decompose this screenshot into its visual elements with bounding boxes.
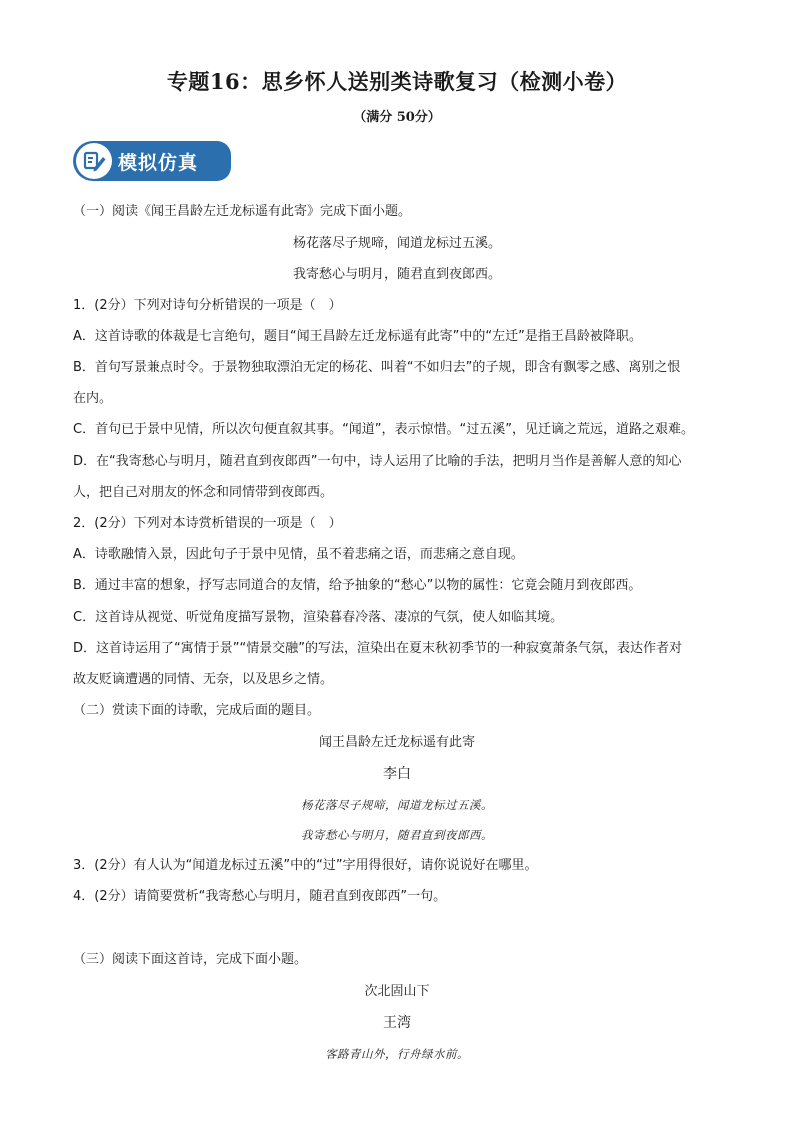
section-3-heading: （三）阅读下面这首诗，完成下面小题。 xyxy=(73,952,308,967)
question-2-option-c: C．这首诗从视觉、听觉角度描写景物，渲染暮春冷落、凄凉的气氛，使人如临其境。 xyxy=(73,610,564,625)
question-2-option-d: D．这首诗运用了“寓情于景”“情景交融”的写法，渲染出在夏末秋初季节的一种寂寞萧条气氛，表达作者对 xyxy=(73,641,682,656)
poem-3-title: 次北固山下 xyxy=(364,984,430,999)
poem-2-line-2: 我寄愁心与明月，随君直到夜郎西。 xyxy=(301,828,493,842)
question-2-option-a: A．诗歌融情入景，因此句子于景中见情，虽不着悲痛之语，而悲痛之意自现。 xyxy=(73,547,524,562)
question-2-stem: 2．(2分）下列对本诗赏析错误的一项是（ ） xyxy=(73,516,342,531)
question-1-option-c: C．首句已于景中见情，所以次句便直叙其事。“闻道”，表示惊惜。“过五溪”，见迁谪之荒远，道路之艰难。 xyxy=(73,422,695,437)
poem-3-author: 王湾 xyxy=(383,1015,411,1031)
score-note: （满分 50分） xyxy=(353,110,441,125)
question-1-option-d: D．在“我寄愁心与明月，随君直到夜郎西”一句中，诗人运用了比喻的手法，把明月当作是善解人意的知心 xyxy=(73,454,682,469)
poem-2-line-1: 杨花落尽子规啼，闻道龙标过五溪。 xyxy=(301,798,493,812)
section-1-heading: （一）阅读《闻王昌龄左迁龙标遥有此寄》完成下面小题。 xyxy=(73,204,412,219)
section-2-heading: （二）赏读下面的诗歌，完成后面的题目。 xyxy=(73,703,321,718)
poem-2-author: 李白 xyxy=(383,766,411,782)
question-3: 3．(2分）有人认为“闻道龙标过五溪”中的“过”字用得很好，请你说说好在哪里。 xyxy=(73,858,538,873)
badge-label: 模拟仿真 xyxy=(118,151,199,174)
question-1-option-b-cont: 在内。 xyxy=(73,391,113,406)
question-2-option-d-cont: 故友贬谪遭遇的同情、无奈，以及思乡之情。 xyxy=(73,672,334,687)
poem-2-title: 闻王昌龄左迁龙标遥有此寄 xyxy=(318,735,475,750)
pencil-icon xyxy=(76,143,112,179)
question-1-option-b: B．首句写景兼点时令。于景物独取漂泊无定的杨花、叫着“不如归去”的子规，即含有飘零之感、离别之恨 xyxy=(73,360,681,375)
poem-1-line-1: 杨花落尽子规啼，闻道龙标过五溪。 xyxy=(292,236,501,251)
poem-3-line-1: 客路青山外，行舟绿水前。 xyxy=(325,1047,469,1061)
question-4: 4．(2分）请简要赏析“我寄愁心与明月，随君直到夜郎西”一句。 xyxy=(73,889,447,904)
question-2-option-b: B．通过丰富的想象，抒写志同道合的友情，给予抽象的“愁心”以物的属性：它竟会随月到夜郎西。 xyxy=(73,578,642,593)
page-title: 专题16：思乡怀人送别类诗歌复习（检测小卷） xyxy=(166,69,628,94)
question-1-stem: 1．(2分）下列对诗句分析错误的一项是（ ） xyxy=(73,298,342,313)
section-badge xyxy=(73,141,231,181)
poem-1-line-2: 我寄愁心与明月，随君直到夜郎西。 xyxy=(292,267,501,282)
question-1-option-d-cont: 人，把自己对朋友的怀念和同情带到夜郎西。 xyxy=(73,485,334,500)
question-1-option-a: A．这首诗歌的体裁是七言绝句，题目“闻王昌龄左迁龙标遥有此寄”中的“左迁”是指王昌龄被降职。 xyxy=(73,329,642,344)
